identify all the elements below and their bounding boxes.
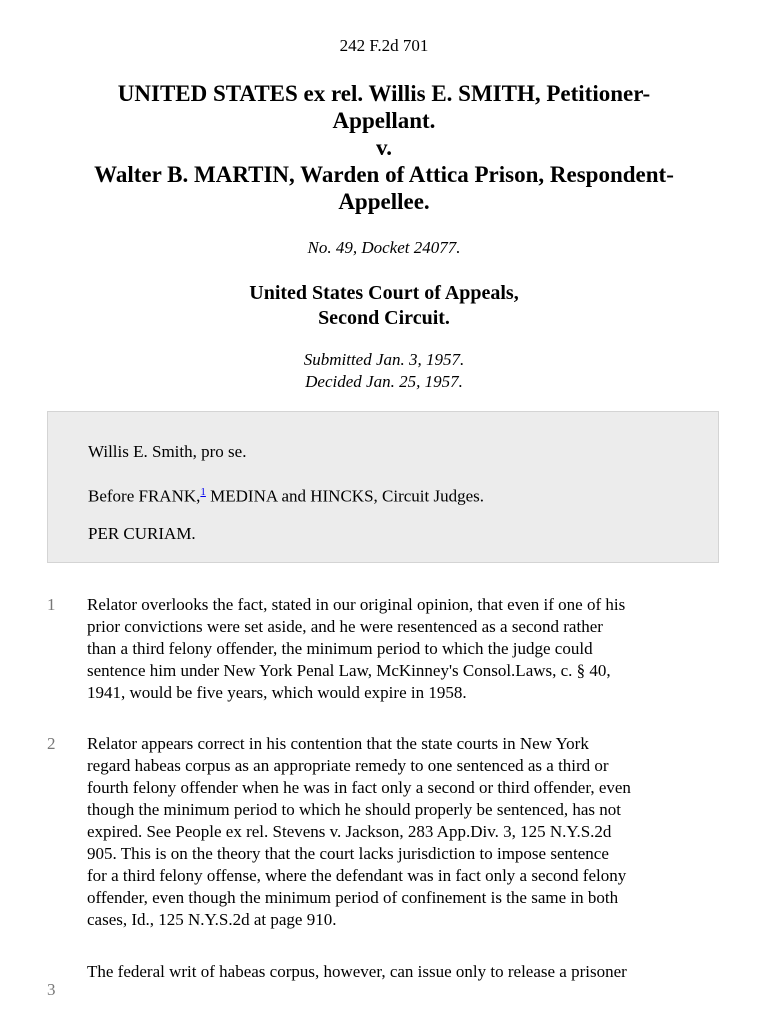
case-title <box>40 80 728 215</box>
text-line: for a third felony offense, where the defendant was in fact only a second felony <box>87 866 627 885</box>
text-line: prior convictions were set aside, and he were resentenced as a second rather <box>87 617 603 636</box>
text-line: offender, even though the minimum period of confinement is the same in both <box>87 888 619 907</box>
counsel-line: Willis E. Smith, pro se. <box>88 442 247 461</box>
text-line: than a third felony offender, the minimum period to which the judge could <box>87 639 593 658</box>
case-citation: 242 F.2d 701 <box>339 36 429 55</box>
text-line: The federal writ of habeas corpus, however, can issue only to release a prisoner <box>87 962 627 981</box>
submitted-date: Submitted Jan. 3, 1957. <box>303 350 465 369</box>
counsel-box <box>47 411 719 563</box>
text-line: 1941, would be five years, which would expire in 1958. <box>87 683 467 702</box>
before-suffix: MEDINA and HINCKS, Circuit Judges. <box>205 486 485 506</box>
paragraph-number: 1 <box>47 595 56 614</box>
paragraph-number: 2 <box>47 734 56 753</box>
before-prefix: Before FRANK, <box>88 486 201 506</box>
text-line: fourth felony offender when he was in fact only a second or third offender, even <box>87 778 631 797</box>
text-line: cases, Id., 125 N.Y.S.2d at page 910. <box>87 910 337 929</box>
court-line: Second Circuit. <box>318 307 450 329</box>
paragraph-text <box>87 594 727 704</box>
judges-line <box>88 483 484 507</box>
decided-date: Decided Jan. 25, 1957. <box>305 372 463 391</box>
paragraph-text <box>87 733 727 931</box>
title-line: Appellant. <box>332 108 436 133</box>
text-line: though the minimum period to which he should properly be sentenced, has not <box>87 800 621 819</box>
docket-number: No. 49, Docket 24077. <box>307 238 461 257</box>
text-line: sentence him under New York Penal Law, McKinney's Consol.Laws, c. § 40, <box>87 661 611 680</box>
text-line: Relator overlooks the fact, stated in our original opinion, that even if one of his <box>87 595 626 614</box>
per-curiam: PER CURIAM. <box>88 524 196 543</box>
case-dates <box>0 349 768 393</box>
paragraph-text <box>87 961 727 983</box>
footnote-link[interactable]: 1 <box>200 486 206 498</box>
paragraph-number: 3 <box>47 980 56 999</box>
text-line: expired. See People ex rel. Stevens v. Jackson, 283 App.Div. 3, 125 N.Y.S.2d <box>87 822 612 841</box>
court-name <box>0 281 768 331</box>
court-line: United States Court of Appeals, <box>249 282 519 304</box>
text-line: Relator appears correct in his contention that the state courts in New York <box>87 734 589 753</box>
text-line: 905. This is on the theory that the court lacks jurisdiction to impose sentence <box>87 844 609 863</box>
title-line: v. <box>376 135 392 160</box>
title-line: UNITED STATES ex rel. Willis E. SMITH, Petitioner- <box>117 81 651 106</box>
title-line: Appellee. <box>338 189 430 214</box>
text-line: regard habeas corpus as an appropriate remedy to one sentenced as a third or <box>87 756 609 775</box>
title-line: Walter B. MARTIN, Warden of Attica Prison, Respondent- <box>94 162 674 187</box>
